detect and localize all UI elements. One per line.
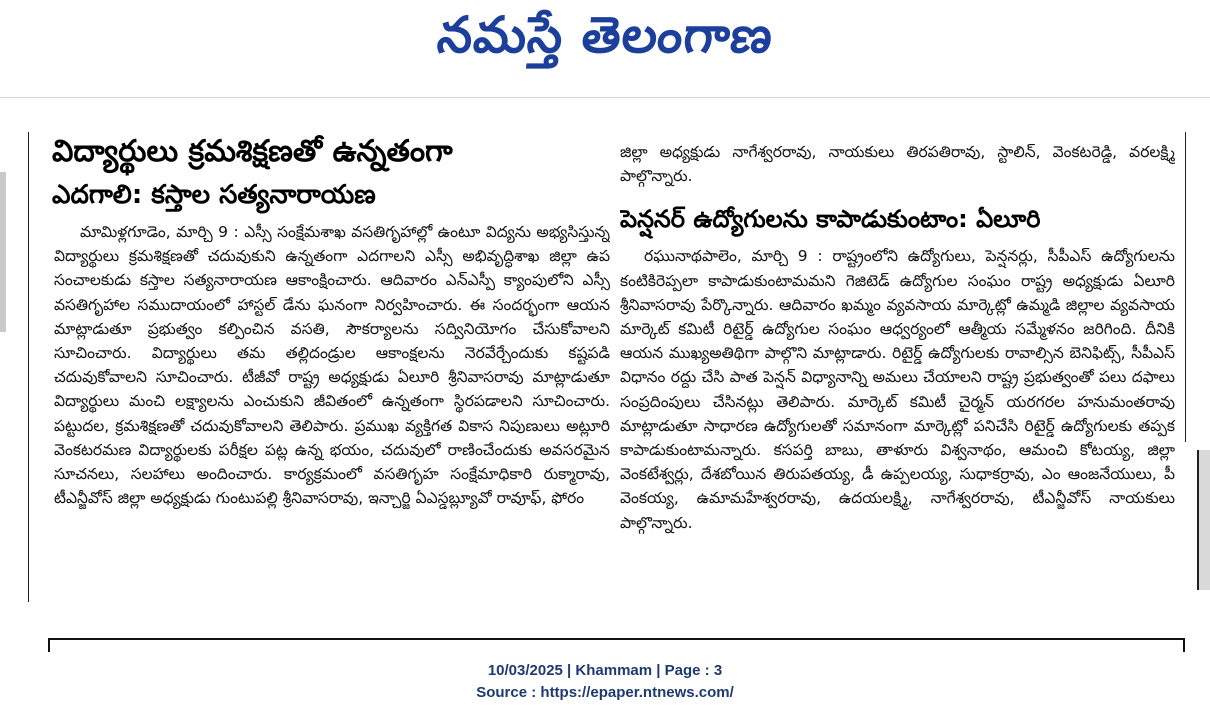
newspaper-logo: నమస్తే తెలంగాణ (434, 6, 777, 64)
article-pensioners (620, 140, 1175, 610)
adjacent-ad-edge (1197, 450, 1210, 590)
next-article-frame (48, 638, 1185, 652)
header-divider (0, 97, 1210, 98)
adjacent-photo-edge (0, 172, 6, 332)
source-link[interactable]: Source : https://epaper.ntnews.com/ (476, 684, 734, 701)
article-body: మామిళ్లగూడెం, మార్చి 9 : ఎస్సీ సంక్షేమశాఖ వసతిగృహాల్లో ఉంటూ విద్యను అభ్యసిస్తున్న విద్యార్థులు క్రమశిక్షణతో చదువుకుని ఉన్నతంగా ఎదగాలని ఎస్సీ అభివృద్ధిశాఖ జిల్లా ఉప సంచాలకుడు కస్తాల సత్యనారాయణ ఆకాంక్షించారు. ఆదివారం ఎన్ఎస్పీ క్యాంపులోని ఎస్సీ వసతిగృహాల సముదాయంలో హాస్టల్ డేను ఘనంగా నిర్వహించారు. ఈ సందర్భంగా ఆయన మాట్లాడుతూ ప్రభుత్వం కల్పించిన వసతి, సౌకర్యాలను సద్వినియోగం చేసుకోవాలని సూచించారు. విద్యార్థులు తమ తల్లిదండ్రుల ఆకాంక్షలను నెరవేర్చేందుకు కష్టపడి చదువుకోవాలని సూచించారు. టీజీవో రాష్ట్ర అధ్యక్షుడు ఏలూరి శ్రీనివాసరావు మాట్లాడుతూ విద్యార్థులు మంచి లక్ష్యాలను ఎంచుకుని జీవితంలో ఉన్నతంగా స్థిరపడాలని సూచించారు. పట్టుదల, క్రమశిక్షణతో చదువుకోవాలని తెలిపారు. ప్రముఖ వ్యక్తిగత వికాస నిపుణులు అట్లూరి వెంకటరమణ విద్యార్థులకు పరీక్షల పట్ల ఉన్న భయం, చదువులో రాణించేందుకు అవసరమైన సూచనలు, సలహాలు అందించారు. కార్యక్రమంలో వసతిగృహ సంక్షేమాధికారి రుక్మారావు, టీఎన్జీవోస్ జిల్లా అధ్యక్షుడు గుంటుపల్లి శ్రీనివాసరావు, ఇన్చార్జి ఏఎస్డబ్ల్యూవో రావూఫ్, ఫోరం (54, 223, 610, 508)
article-students-discipline (40, 132, 610, 612)
right-column-rule (1185, 132, 1186, 442)
adjacent-article-edge (0, 132, 18, 592)
article-headline-line2: ఎదగాలి: కస్తాల సత్యనారాయణ (52, 180, 376, 210)
previous-article-continuation: జిల్లా అధ్యక్షుడు నాగేశ్వరరావు, నాయకులు తిరపతిరావు, స్టాలిన్, వెంకటరెడ్డి, వరలక్ష్మి పాల్గొన్నారు. (620, 143, 1175, 186)
article-headline: పెన్షనర్ ఉద్యోగులను కాపాడుకుంటాం: ఏలూరి (620, 205, 1041, 234)
article-body: రఘునాథపాలెం, మార్చి 9 : రాష్ట్రంలోని ఉద్యోగులు, పెన్షనర్లు, సీపీఎస్ ఉద్యోగులను కంటికిరెప్పలా కాపాడుకుంటామమని గెజిటెడ్ ఉద్యోగుల సంఘం రాష్ట్ర అధ్యక్షుడు ఏలూరి శ్రీనివాసరావు పేర్కొన్నారు. ఆదివారం ఖమ్మం వ్యవసాయ మార్కెట్లో ఉమ్మడి జిల్లాల వ్యవసాయ మార్కెట్ కమిటీ రిటైర్డ్ ఉద్యోగుల సంఘం ఆధ్వర్యంలో ఆత్మీయ సమ్మేళనం జరిగింది. దీనికి ఆయన ముఖ్యఅతిథిగా పాల్గొని మాట్లాడారు. రిటైర్డ్ ఉద్యోగులకు రావాల్సిన బెనిఫిట్స్, సీపీఎస్ విధానం రద్దు చేసి పాత పెన్షన్ విధ్యానాన్ని అమలు చేయాలని రాష్ట్ర ప్రభుత్వంతో పలు దఫాలు సంప్రదింపులు చేసినట్లు తెలిపారు. మార్కెట్ కమిటీ చైర్మన్ యరగరల హనుమంతరావు మాట్లాడుతూ సాధారణ ఉద్యోగులతో సమానంగా మార్కెట్లో పనిచేసి రిటైర్డ్ ఉద్యోగులకు తప్పక కాపాడుకుంటామన్నారు. కసపర్తి బాబు, తాళూరు విశ్వనాథం, ఆమంచి కోటయ్య, జిల్లా వెంకటేశ్వర్లు, దేశబోయిన తిరుపతయ్య, డీ ఉప్పలయ్య, సుధాకర్రావు, ఎం ఆంజనేయులు, పీ వెంకయ్య, ఉమామహేశ్వరరావు, ఉదయలక్ష్మి, నాగేశ్వరరావు, టీఎన్జీవోస్ నాయకులు పాల్గొన్నారు. (620, 247, 1175, 532)
left-column-rule (28, 132, 29, 602)
masthead (0, 0, 1210, 80)
edition-info: 10/03/2025 | Khammam | Page : 3 (487, 662, 723, 679)
article-headline-line1: విద్యార్థులు క్రమశిక్షణతో ఉన్నతంగా (52, 134, 453, 169)
page-footer (0, 660, 1210, 704)
